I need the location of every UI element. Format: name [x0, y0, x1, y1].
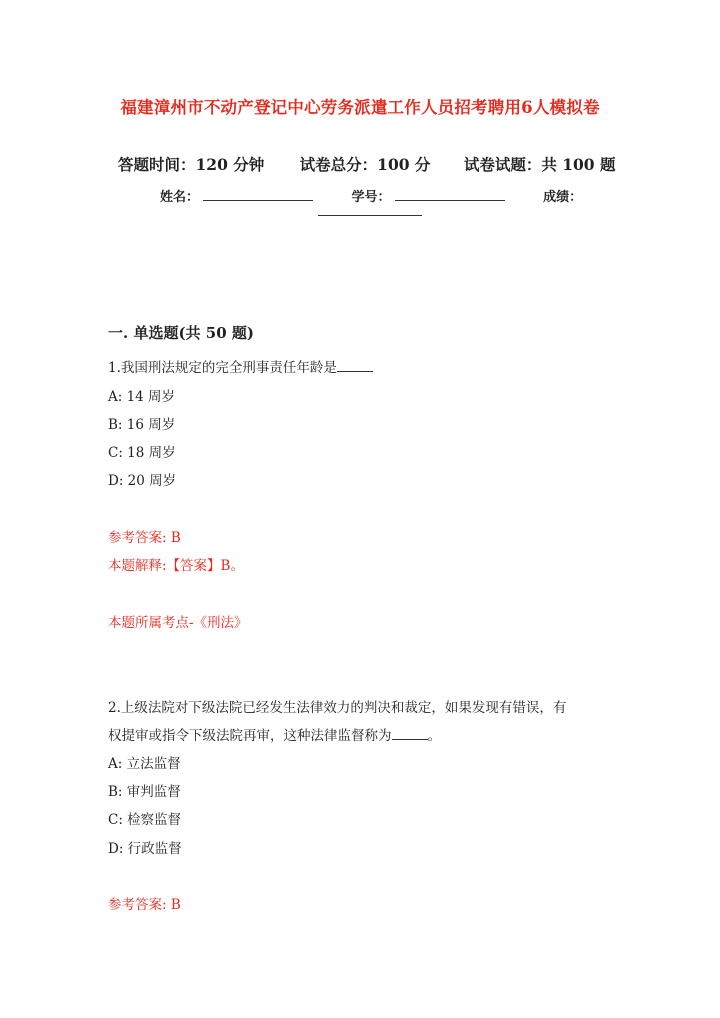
count-label: 试卷试题：共 100 题 [463, 155, 616, 174]
question-2-option-d: D: 行政监督 [108, 841, 182, 857]
question-1-option-d: D: 20 周岁 [108, 473, 177, 489]
answer-blank [392, 727, 428, 740]
grade-label: 成绩： [543, 190, 583, 205]
question-1-option-a: A: 14 周岁 [108, 389, 176, 405]
question-1-option-b: B: 16 周岁 [108, 417, 176, 433]
question-2-stem-line2: 权提审或指令下级法院再审，这种法律监督称为 。 [108, 728, 441, 744]
question-2-answer: 参考答案: B [108, 897, 181, 913]
exam-meta [118, 153, 616, 175]
question-1-option-c: C: 18 周岁 [108, 445, 176, 461]
section-title: 一. 单选题(共 50 题) [108, 324, 254, 342]
question-1-topic: 本题所属考点-《刑法》 [108, 615, 248, 631]
answer-blank [337, 359, 373, 372]
grade-blank [318, 203, 422, 216]
id-label: 学号： [351, 190, 391, 205]
question-2-option-a: A: 立法监督 [108, 756, 181, 772]
question-1-stem: 1.我国刑法规定的完全刑事责任年龄是 [108, 356, 373, 376]
name-blank [203, 188, 313, 201]
exam-title: 福建漳州市不动产登记中心劳务派遣工作人员招考聘用6人模拟卷 [120, 98, 600, 117]
question-1-answer: 参考答案: B [108, 530, 181, 546]
question-2-stem-line1: 2.上级法院对下级法院已经发生法律效力的判决和裁定，如果发现有错误，有 [108, 700, 567, 716]
question-2-option-b: B: 审判监督 [108, 784, 181, 800]
question-2-option-c: C: 检察监督 [108, 812, 182, 828]
name-label: 姓名： [160, 190, 200, 205]
id-blank [395, 188, 505, 201]
time-label: 答题时间：120 分钟 [118, 155, 265, 174]
score-label: 试卷总分：100 分 [299, 155, 431, 174]
question-1-explanation: 本题解释:【答案】B。 [108, 558, 244, 574]
